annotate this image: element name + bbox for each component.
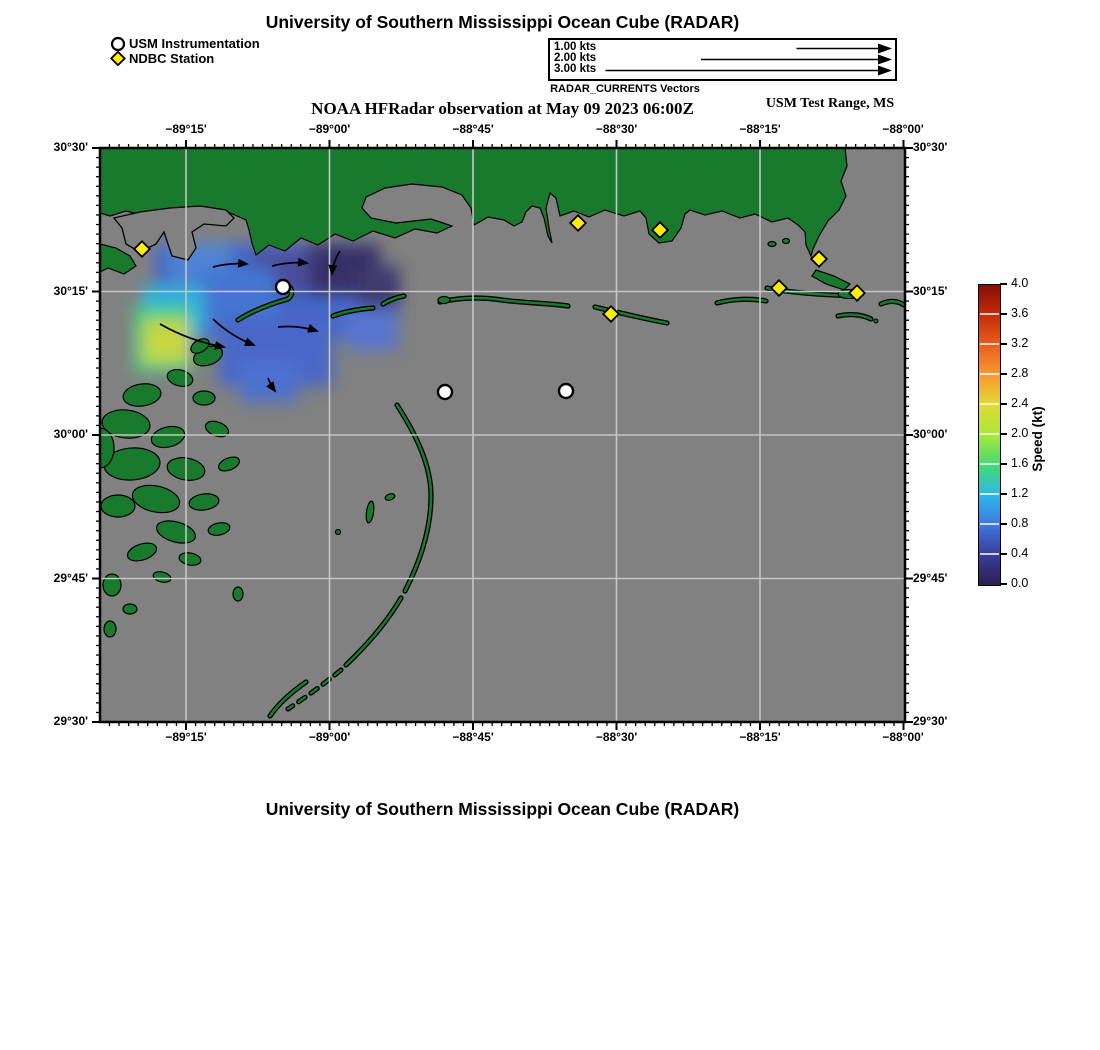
colorbar-tick: [1000, 403, 1007, 405]
lon-label-top: −88°15': [739, 122, 781, 136]
lon-label-top: −88°30': [595, 122, 638, 136]
colorbar-tick: [1000, 343, 1007, 345]
colorbar-tick-label: 0.4: [1011, 546, 1029, 560]
colorbar-tick-label: 0.0: [1011, 576, 1029, 590]
colorbar-tick: [1000, 583, 1007, 585]
lat-label-left: 30°00': [53, 427, 88, 441]
lat-label-right: 29°30': [913, 714, 948, 728]
usm-station-marker: [438, 385, 452, 399]
scale-label-3kt: 3.00 kts: [554, 63, 597, 75]
vector-scale-box: [548, 38, 897, 81]
colorbar-tick-label: 1.2: [1011, 486, 1029, 500]
bottom-title: University of Southern Mississippi Ocean Cube (RADAR): [265, 799, 740, 819]
map-canvas: [88, 136, 917, 734]
usm-circle-icon: [110, 36, 126, 51]
colorbar-tick: [1000, 463, 1007, 465]
legend-item-ndbc: [110, 51, 260, 66]
lon-label-bottom: −88°00': [882, 730, 924, 744]
lat-label-right: 30°15': [913, 283, 948, 298]
lat-label-left: 29°45': [53, 570, 88, 585]
lat-label-left: 29°30': [53, 714, 88, 728]
scale-arrows: [550, 40, 895, 79]
colorbar-tick-label: 3.6: [1011, 306, 1029, 320]
colorbar-gridline: [980, 493, 999, 495]
lat-label-right: 30°00': [913, 427, 948, 441]
colorbar-tick: [1000, 313, 1007, 315]
lon-label-bottom: −88°15': [739, 730, 781, 744]
colorbar-gridline: [980, 313, 999, 315]
lon-label-bottom: −89°00': [308, 730, 351, 744]
lon-label-top: −89°00': [308, 122, 351, 136]
colorbar-tick: [1000, 373, 1007, 375]
legend-item-usm: [110, 36, 260, 51]
colorbar-tick: [1000, 433, 1007, 435]
legend-ndbc-label: NDBC Station: [129, 51, 215, 66]
colorbar-gridline: [980, 523, 999, 525]
lat-label-left: 30°15': [53, 283, 88, 298]
usm-station-marker: [276, 280, 290, 294]
lon-label-bottom: −88°45': [452, 730, 494, 744]
colorbar-tick: [1000, 523, 1007, 525]
observation-subtitle: NOAA HFRadar observation at May 09 2023 06:00Z: [311, 99, 694, 118]
scale-label-2kt: 2.00 kts: [554, 52, 597, 64]
lon-label-top: −89°15': [165, 122, 207, 136]
colorbar-tick-label: 0.8: [1011, 516, 1029, 530]
lon-label-bottom: −88°30': [595, 730, 638, 744]
colorbar-tick-label: 2.4: [1011, 396, 1029, 410]
colorbar-tick: [1000, 283, 1007, 285]
lon-label-top: −88°45': [452, 122, 494, 136]
colorbar-gridline: [980, 403, 999, 405]
lat-label-right: 30°30': [913, 140, 948, 154]
colorbar-tick-label: 4.0: [1011, 276, 1029, 290]
colorbar-gridline: [980, 373, 999, 375]
colorbar-tick-label: 2.8: [1011, 366, 1029, 380]
colorbar-gridline: [980, 553, 999, 555]
scale-label-1kt: 1.00 kts: [554, 41, 597, 53]
colorbar-tick-label: 3.2: [1011, 336, 1029, 350]
vector-caption: RADAR_CURRENTS Vectors: [550, 83, 700, 95]
ndbc-diamond-icon: [110, 51, 126, 66]
lon-label-bottom: −89°15': [165, 730, 207, 744]
map-legend: [110, 36, 260, 66]
lat-label-left: 30°30': [53, 140, 88, 154]
legend-usm-label: USM Instrumentation: [129, 36, 260, 51]
page-title: University of Southern Mississippi Ocean Cube (RADAR): [265, 12, 740, 32]
colorbar-gridline: [980, 433, 999, 435]
lon-label-top: −88°00': [882, 122, 924, 136]
usm-station-marker: [559, 384, 573, 398]
colorbar-gridline: [980, 343, 999, 345]
lat-label-right: 29°45': [913, 570, 948, 585]
colorbar-tick: [1000, 493, 1007, 495]
colorbar-tick-label: 1.6: [1011, 456, 1029, 470]
colorbar-tick: [1000, 553, 1007, 555]
test-range-label: USM Test Range, MS: [765, 96, 895, 111]
colorbar-title: Speed (kt): [1030, 406, 1045, 472]
colorbar-tick-label: 2.0: [1011, 426, 1029, 440]
map-inner: [88, 148, 905, 722]
colorbar-gridline: [980, 463, 999, 465]
